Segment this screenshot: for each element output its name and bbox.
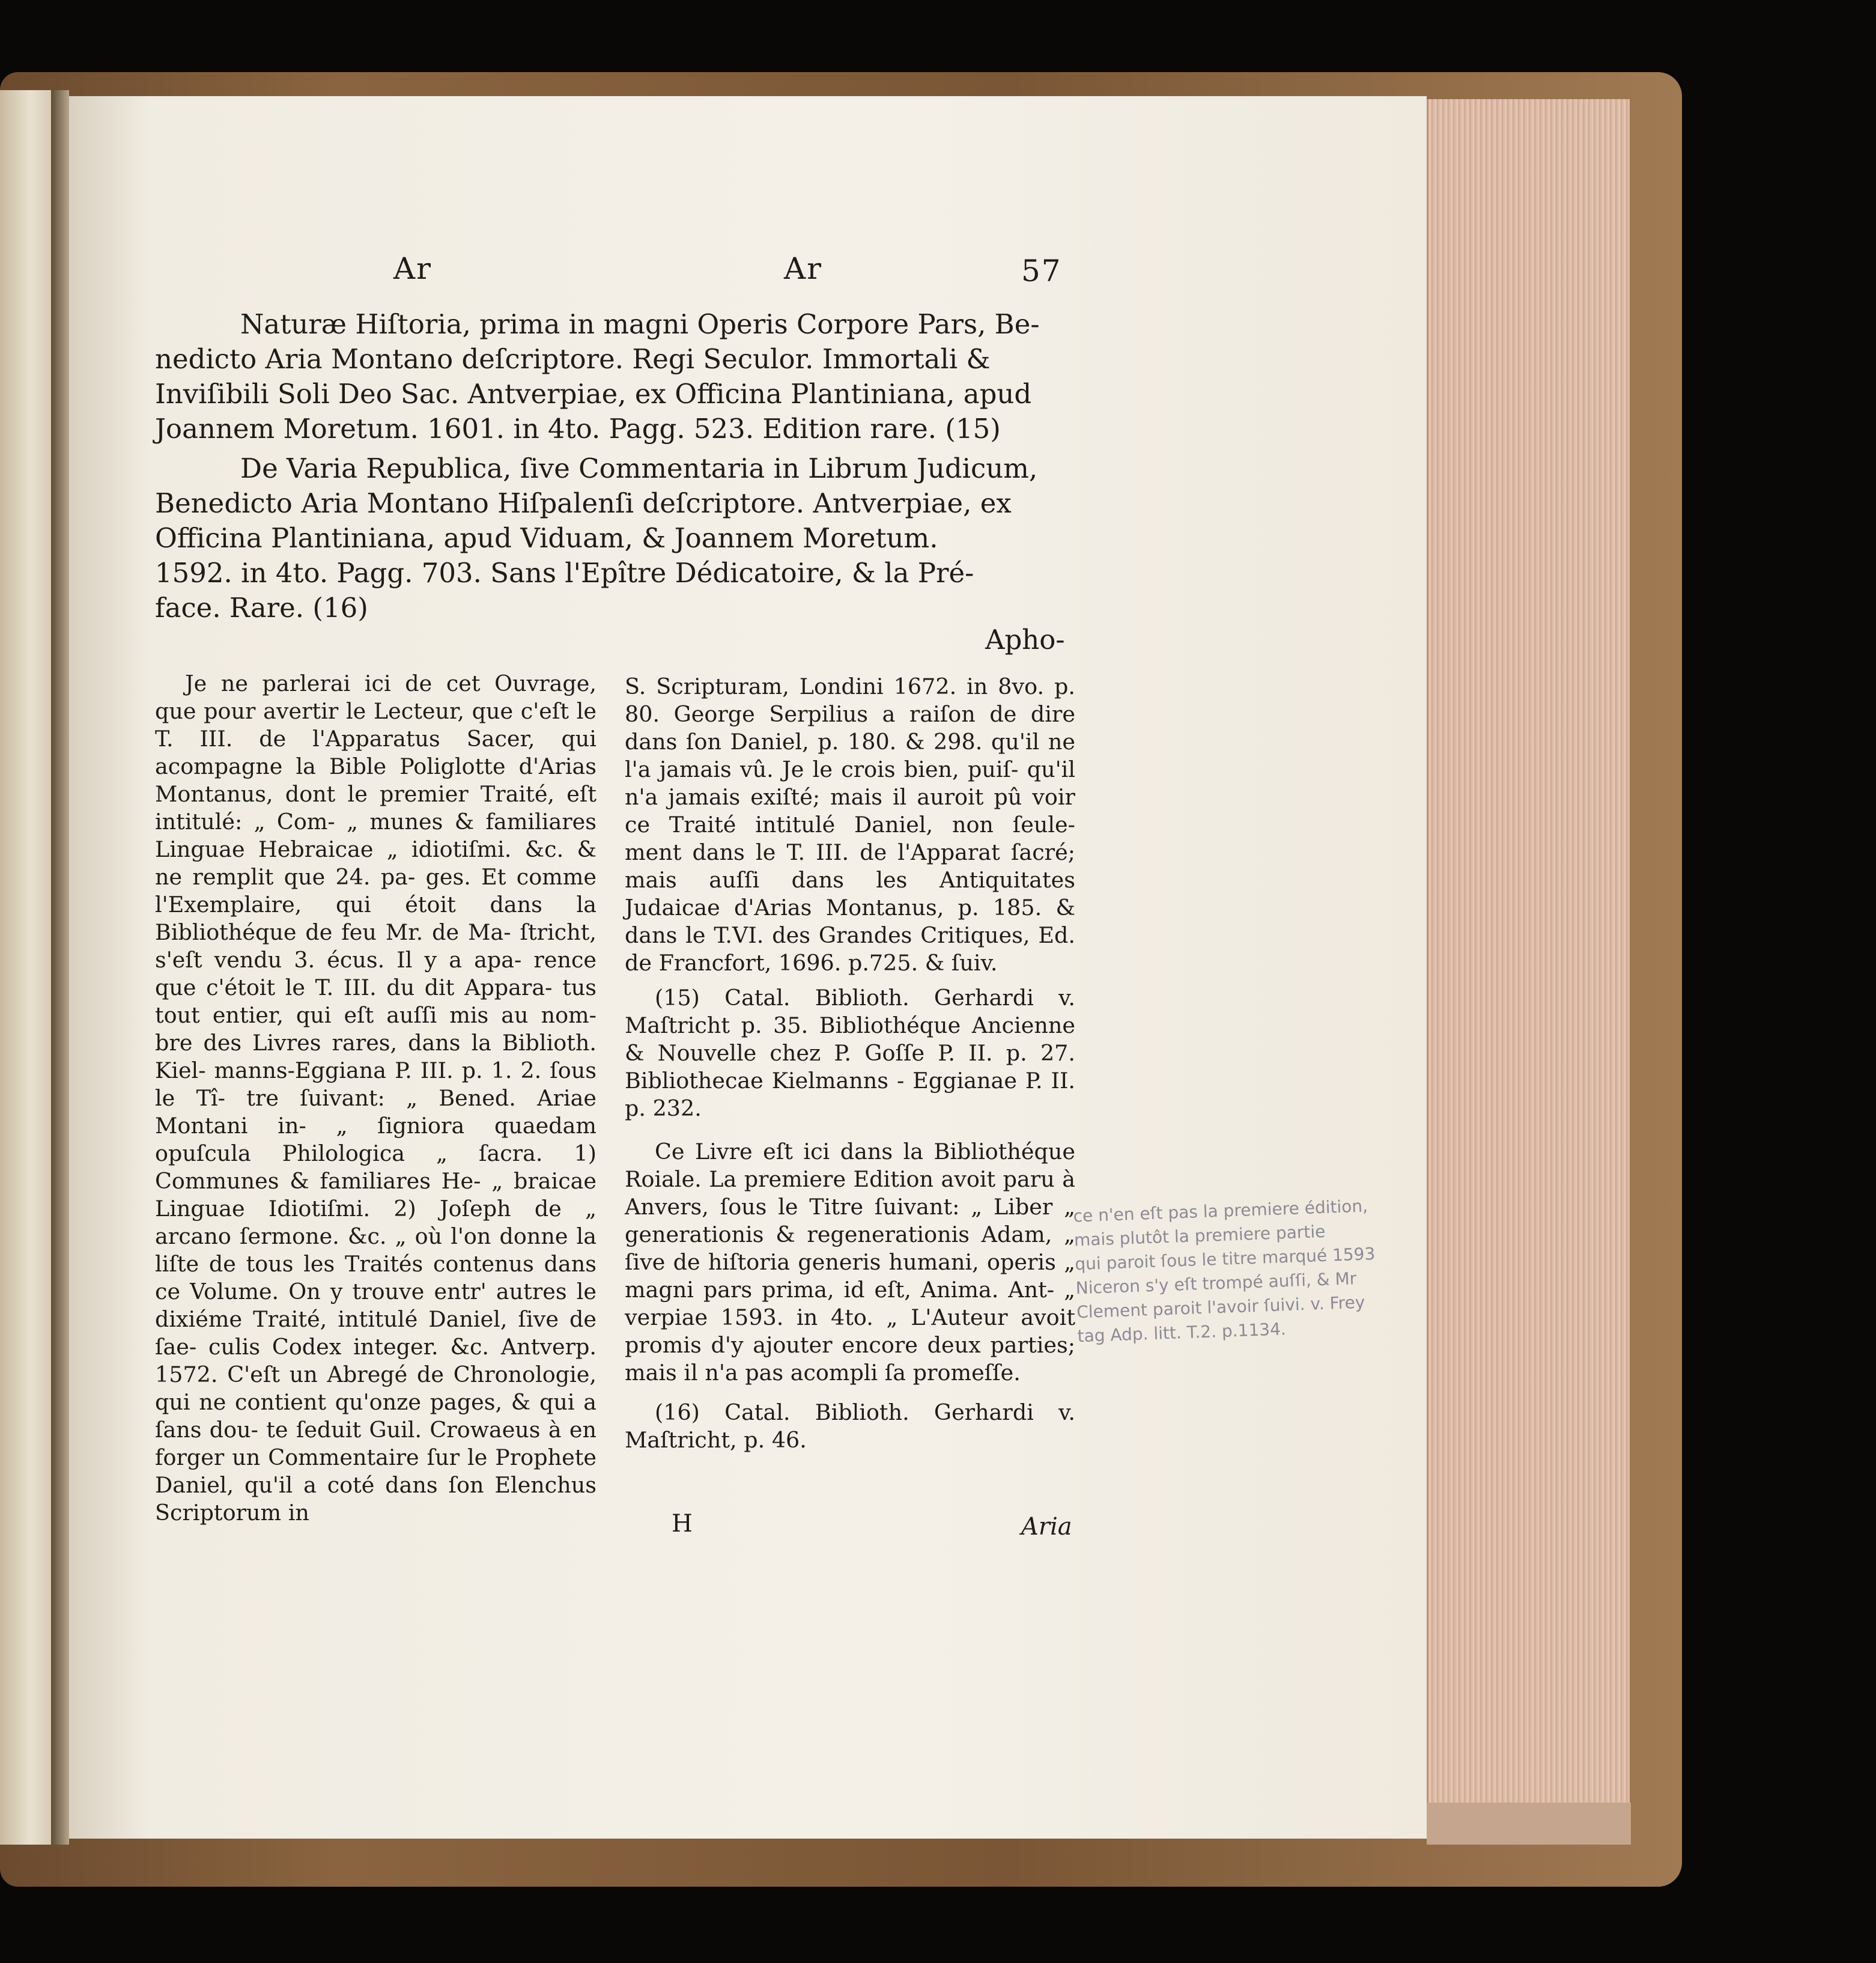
header-left: Ar bbox=[393, 251, 433, 286]
right-column-paragraph: Ce Livre eſt ici dans la Bibliothéque Roiale. La premiere Edition avoit paru à Anvers, ſous le Titre ſuivant: „ Liber „ generationis & regenerationis Adam, „ ſive de hiſtoria generis humani, operis „ magni pars prima, id eſt, Anima. Ant- „ verpiae 1593. in 4to. „ L'Auteur avoit promis d'y ajouter encore deux parties; mais il n'a pas acompli ſa promeſſe. bbox=[625, 1139, 1075, 1386]
left-page-edge bbox=[0, 90, 53, 1845]
top-entry-line: Benedicto Aria Montano Hiſpalenſi deſcriptore. Antverpiae, ex bbox=[155, 487, 1012, 519]
footnote-16: (16) Catal. Biblioth. Gerhardi v. Maſtricht, p. 46. bbox=[625, 1399, 1075, 1453]
top-entry-line: Officina Plantiniana, apud Viduam, & Joannem Moretum. bbox=[155, 522, 938, 554]
top-entry-line: 1592. in 4to. Pagg. 703. Sans l'Epître Dédicatoire, & la Pré- bbox=[155, 557, 974, 589]
top-entry-line: Inviſibili Soli Deo Sac. Antverpiae, ex Officina Plantiniana, apud bbox=[155, 378, 1032, 410]
left-column-paragraph: Je ne parlerai ici de cet Ouvrage, que pour avertir le Lecteur, que c'eſt le T. III. de l'Apparatus Sacer, qui acompagne la Bible Poliglotte d'Arias Montanus, dont le premier Traité, eſt intitulé: „ Com- „ munes & familiares Linguae Hebraicae „ idiotiſmi. &c. & ne remplit que 24. pa- ges. Et comme l'Exemplaire, qui étoit dans la Bibliothéque de feu Mr. de Ma- ſtricht, s'eſt vendu 3. écus. Il y a apa- rence que c'étoit le T. III. du dit Appara- tus tout entier, qui eſt auſſi mis au nom- bre des Livres rares, dans la Biblioth. Kiel- manns-Eggiana P. III. p. 1. 2. ſous le Tî- tre ſuivant: „ Bened. Ariae Montani in- „ ſigniora quaedam opuſcula Philologica „ ſacra. 1) Communes & familiares He- „ braicae Linguae Idiotiſmi. 2) Joſeph de „ arcano ſermone. &c. „ où l'on donne la liſte de tous les Traités contenus dans ce Volume. On y trouve entr' autres le dixiéme Traité, intitulé Daniel, ſive de ſae- culis Codex integer. &c. Antverp. 1572. C'eſt un Abregé de Chronologie, qui ne contient qu'onze pages, & qui a ſans dou- te ſeduit Guil. Crowaeus à en forger un Commentaire ſur le Prophete Daniel, qu'il a coté dans ſon Elenchus Scriptorum in bbox=[155, 671, 596, 1526]
footnote-15: (15) Catal. Biblioth. Gerhardi v. Maſtricht p. 35. Bibliothéque Ancienne & Nouvelle chez P. Goſſe P. II. p. 27. Bibliothecae Kielmanns - Eggianae P. II. p. 232. bbox=[625, 985, 1075, 1121]
top-entry-line: Naturæ Hiſtoria, prima in magni Operis Corpore Pars, Be- bbox=[240, 308, 1040, 340]
top-entry-line: De Varia Republica, ſive Commentaria in Librum Judicum, bbox=[240, 452, 1038, 484]
page-fore-edge bbox=[1427, 99, 1630, 1839]
header-center: Ar bbox=[784, 251, 823, 286]
handwritten-marginal-note: ce n'en eſt pas la premiere édition, mais plutôt la premiere partie qui paroit ſous le titre marqué 1593 Niceron s'y eſt trompé auſſi, & Mr Clement paroit l'avoir ſuivi. v. Frey tag Adp. litt. T.2. p.1134. bbox=[1073, 1196, 1376, 1347]
right-column-paragraph: S. Scripturam, Londini 1672. in 8vo. p. 80. George Serpilius a raiſon de dire dans ſon Daniel, p. 180. & 298. qu'il ne l'a jamais vû. Je le crois bien, puiſ- qu'il n'a jamais exiſté; mais il auroit pû voir ce Traité intitulé Daniel, non ſeule- ment dans le T. III. de l'Apparat ſacré; mais auſſi dans les Antiquitates Judaicae d'Arias Montanus, p. 185. & dans le T.VI. des Grandes Critiques, Ed. de Francfort, 1696. p.725. & ſuiv. bbox=[625, 674, 1075, 976]
top-entry-line: Joannem Moretum. 1601. in 4to. Pagg. 523. Edition rare. (15) bbox=[155, 413, 1001, 445]
right-column bbox=[625, 673, 1075, 1454]
top-entry-line: face. Rare. (16) bbox=[155, 592, 368, 624]
catchword-bottom: Aria bbox=[1021, 1513, 1072, 1541]
top-entry-line: nedicto Aria Montano deſcriptore. Regi Seculor. Immortali & bbox=[155, 343, 991, 375]
page-fore-edge-bottom bbox=[1427, 1803, 1631, 1845]
catchword-top: Apho- bbox=[985, 624, 1065, 656]
left-column bbox=[155, 670, 596, 1527]
signature-mark: H bbox=[672, 1510, 693, 1538]
book-gutter bbox=[51, 90, 69, 1845]
page-number: 57 bbox=[1021, 254, 1062, 288]
